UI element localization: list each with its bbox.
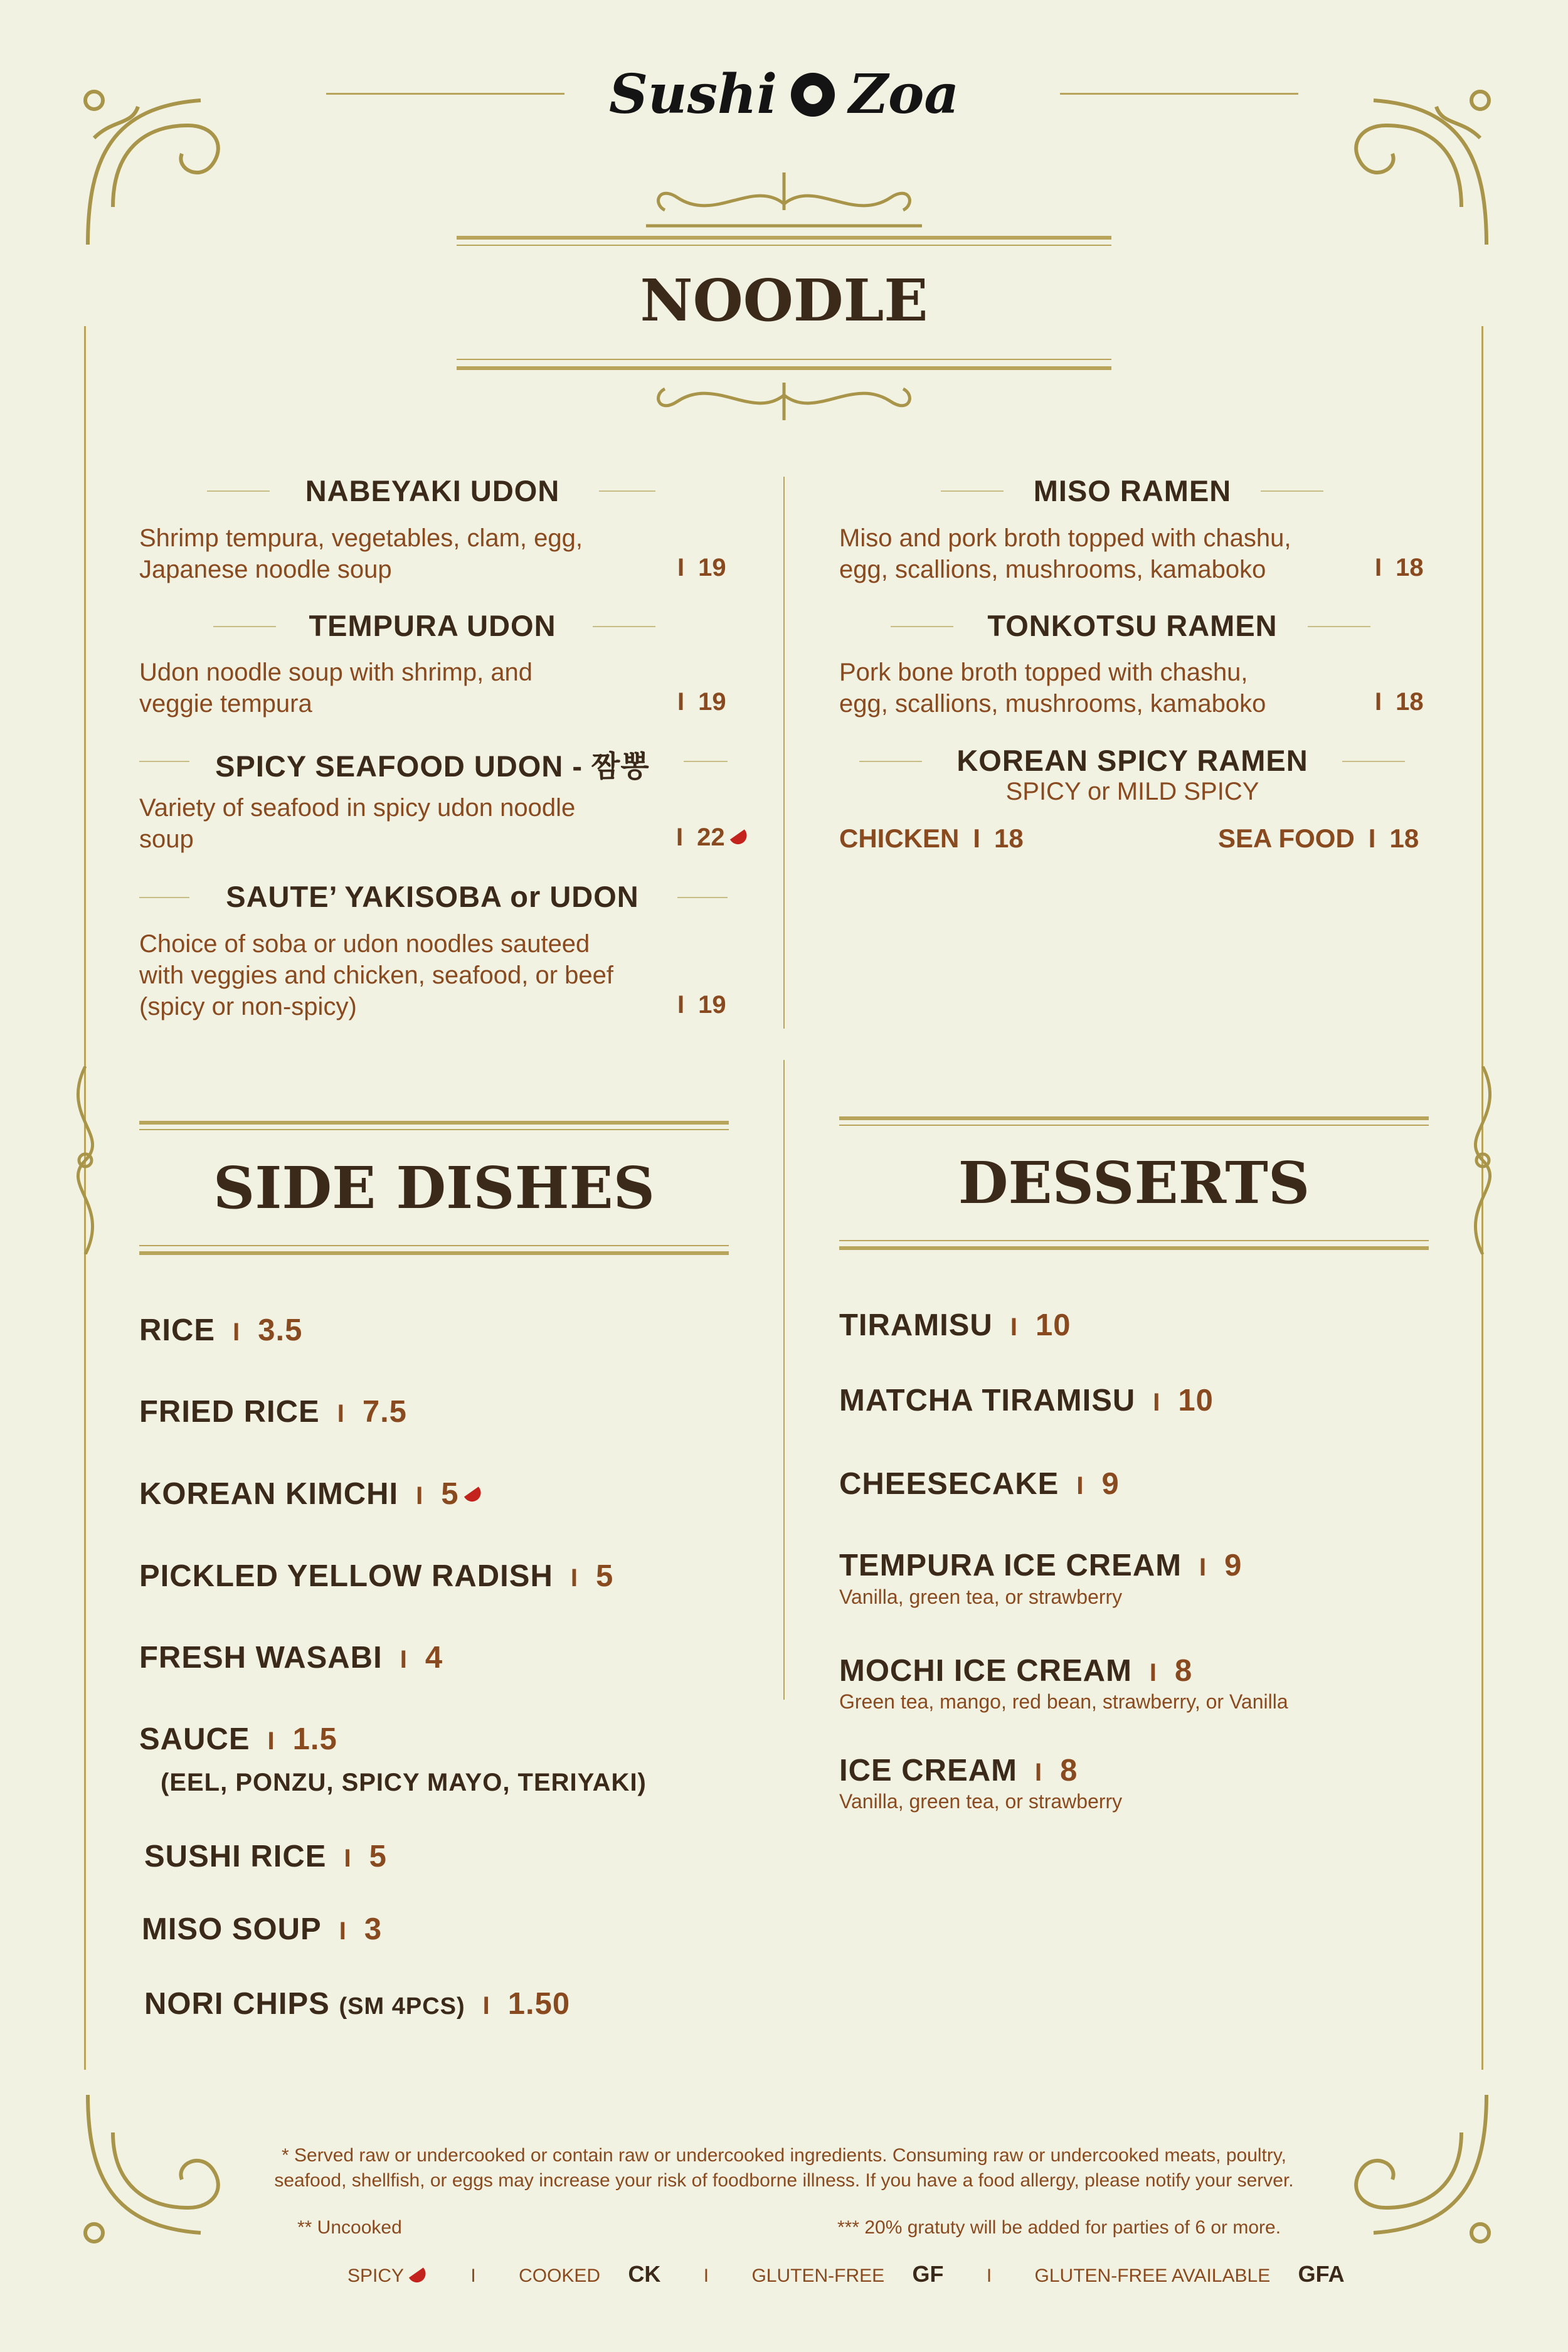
side-item-korean-kimchi: KOREAN KIMCHI I 5 xyxy=(139,1476,483,1512)
miso-ramen-desc-1: Miso and pork broth topped with chashu, xyxy=(839,524,1291,552)
dessert-mochi-ice-cream-note: Green tea, mango, red bean, strawberry, or Vanilla xyxy=(839,1690,1288,1713)
spicy-seafood-udon-desc-2: soup xyxy=(139,825,194,853)
tempura-udon-price: I 19 xyxy=(677,688,726,716)
korean-spicy-ramen-seafood: SEA FOOD I 18 xyxy=(1218,824,1419,853)
footer-gratuity: *** 20% gratuty will be added for parties of 6 or more. xyxy=(837,2217,1281,2238)
spicy-seafood-udon-desc-1: Variety of seafood in spicy udon noodle xyxy=(139,794,576,822)
legend-separator: I xyxy=(470,2265,476,2286)
legend-gfa: GLUTEN-FREE AVAILABLE xyxy=(1034,2265,1271,2286)
side-ornament-left xyxy=(60,1066,110,1254)
spicy-seafood-udon-title: SPICY SEAFOOD UDON - 짬뽕 xyxy=(215,750,650,783)
title-dash xyxy=(1261,490,1323,492)
title-dash xyxy=(684,761,728,762)
yin-yang-icon xyxy=(791,73,835,117)
tempura-udon-title: TEMPURA UDON xyxy=(309,609,556,642)
noodle-rule-bottom xyxy=(457,366,1111,370)
tonkotsu-ramen-desc-1: Pork bone broth topped with chashu, xyxy=(839,659,1248,686)
saute-yakisoba-desc-1: Choice of soba or udon noodles sauteed xyxy=(139,930,590,958)
side-item-nori-chips: NORI CHIPS (SM 4PCS) I 1.50 xyxy=(144,1987,571,2021)
dessert-mochi-ice-cream: MOCHI ICE CREAM I 8 xyxy=(839,1654,1193,1688)
title-dash xyxy=(593,626,655,627)
column-divider-bottom xyxy=(783,1060,785,1700)
legend-gfa-code: GFA xyxy=(1298,2261,1345,2287)
footer-warning-2: seafood, shellfish, or eggs may increase your risk of foodborne illness. If you have a food allergy, please notify your server. xyxy=(274,2170,1294,2191)
noodle-rule-top xyxy=(457,236,1111,240)
tonkotsu-ramen-desc-2: egg, scallions, mushrooms, kamaboko xyxy=(839,690,1266,718)
saute-yakisoba-price: I 19 xyxy=(677,991,726,1019)
legend-cooked: COOKED xyxy=(519,2265,601,2286)
side-dishes-title: SIDE DISHES xyxy=(213,1154,655,1222)
legend-gf: GLUTEN-FREE xyxy=(751,2265,885,2286)
side-item-fresh-wasabi: FRESH WASABI I 4 xyxy=(139,1641,443,1675)
dessert-ice-cream-note: Vanilla, green tea, or strawberry xyxy=(839,1790,1123,1813)
side-rule-bottom-thin xyxy=(139,1245,729,1246)
header-flourish-top xyxy=(640,166,928,235)
dessert-rule-top xyxy=(839,1116,1429,1120)
legend-gf-code: GF xyxy=(912,2261,944,2287)
side-item-pickled-radish: PICKLED YELLOW RADISH I 5 xyxy=(139,1559,614,1593)
title-dash xyxy=(1342,761,1405,762)
korean-spicy-ramen-chicken: CHICKEN I 18 xyxy=(839,824,1024,853)
dessert-rule-bottom xyxy=(839,1246,1429,1250)
dessert-tempura-ice-cream: TEMPURA ICE CREAM I 9 xyxy=(839,1549,1242,1582)
saute-yakisoba-desc-2: with veggies and chicken, seafood, or beef xyxy=(139,961,614,989)
desserts-title: DESSERTS xyxy=(958,1149,1310,1217)
side-item-sauce: SAUCE I 1.5 xyxy=(139,1722,337,1756)
legend-separator: I xyxy=(986,2265,992,2286)
nabeyaki-udon-desc-2: Japanese noodle soup xyxy=(139,556,392,583)
korean-spicy-ramen-subtitle: SPICY or MILD SPICY xyxy=(1005,778,1259,805)
side-rule-top-thin xyxy=(139,1129,729,1130)
footer-warning-1: * Served raw or undercooked or contain raw or undercooked ingredients. Consuming raw or undercooked meats, poultry, xyxy=(282,2145,1286,2166)
tonkotsu-ramen-title: TONKOTSU RAMEN xyxy=(987,609,1278,642)
side-ornament-right xyxy=(1458,1066,1508,1254)
side-rule-bottom xyxy=(139,1251,729,1255)
legend-cooked-code: CK xyxy=(628,2261,661,2287)
dessert-cheesecake: CHEESECAKE I 9 xyxy=(839,1467,1120,1501)
dessert-tiramisu: TIRAMISU I 10 xyxy=(839,1308,1071,1342)
dessert-ice-cream: ICE CREAM I 8 xyxy=(839,1754,1078,1788)
legend-row xyxy=(347,2261,1345,2287)
korean-spicy-ramen-title: KOREAN SPICY RAMEN xyxy=(956,744,1308,777)
side-item-miso-soup: MISO SOUP I 3 xyxy=(142,1912,383,1946)
chili-icon xyxy=(409,2267,429,2286)
brand-name-right: Zoa xyxy=(849,63,960,126)
brand-logo xyxy=(0,63,1568,126)
side-item-rice: RICE I 3.5 xyxy=(139,1313,303,1347)
saute-yakisoba-title: SAUTE’ YAKISOBA or UDON xyxy=(226,880,639,913)
nabeyaki-udon-price: I 19 xyxy=(677,554,726,581)
legend-spicy: SPICY xyxy=(347,2265,405,2286)
dessert-rule-bottom-thin xyxy=(839,1240,1429,1241)
title-dash xyxy=(1308,626,1370,627)
title-dash xyxy=(677,897,728,898)
nabeyaki-udon-desc-1: Shrimp tempura, vegetables, clam, egg, xyxy=(139,524,583,552)
title-dash xyxy=(599,490,655,492)
side-item-fried-rice: FRIED RICE I 7.5 xyxy=(139,1395,407,1429)
dessert-rule-top-thin xyxy=(839,1125,1429,1126)
dessert-matcha-tiramisu: MATCHA TIRAMISU I 10 xyxy=(839,1384,1214,1417)
spicy-seafood-udon-price: I 22 xyxy=(676,824,749,852)
noodle-rule-bottom-thin xyxy=(457,359,1111,360)
miso-ramen-price: I 18 xyxy=(1375,554,1424,581)
noodle-title: NOODLE xyxy=(640,267,928,334)
column-divider-top xyxy=(783,477,785,1029)
side-item-sauce-note: (EEL, PONZU, SPICY MAYO, TERIYAKI) xyxy=(161,1769,647,1796)
tonkotsu-ramen-price: I 18 xyxy=(1375,688,1424,716)
noodle-rule-top-thin xyxy=(457,245,1111,246)
nabeyaki-udon-title: NABEYAKI UDON xyxy=(305,474,560,507)
tempura-udon-desc-1: Udon noodle soup with shrimp, and xyxy=(139,659,533,686)
side-rule-top xyxy=(139,1121,729,1125)
dessert-tempura-ice-cream-note: Vanilla, green tea, or strawberry xyxy=(839,1586,1123,1608)
brand-name-left: Sushi xyxy=(608,63,778,126)
side-item-sushi-rice: SUSHI RICE I 5 xyxy=(144,1840,387,1873)
tempura-udon-desc-2: veggie tempura xyxy=(139,690,312,718)
chili-icon xyxy=(464,1486,484,1505)
footer-uncooked: ** Uncooked xyxy=(297,2217,402,2238)
legend-separator: I xyxy=(703,2265,709,2286)
miso-ramen-title: MISO RAMEN xyxy=(1033,474,1232,507)
chili-icon xyxy=(730,830,750,848)
saute-yakisoba-desc-3: (spicy or non-spicy) xyxy=(139,993,357,1020)
header-flourish-bottom xyxy=(640,376,928,433)
miso-ramen-desc-2: egg, scallions, mushrooms, kamaboko xyxy=(839,556,1266,583)
